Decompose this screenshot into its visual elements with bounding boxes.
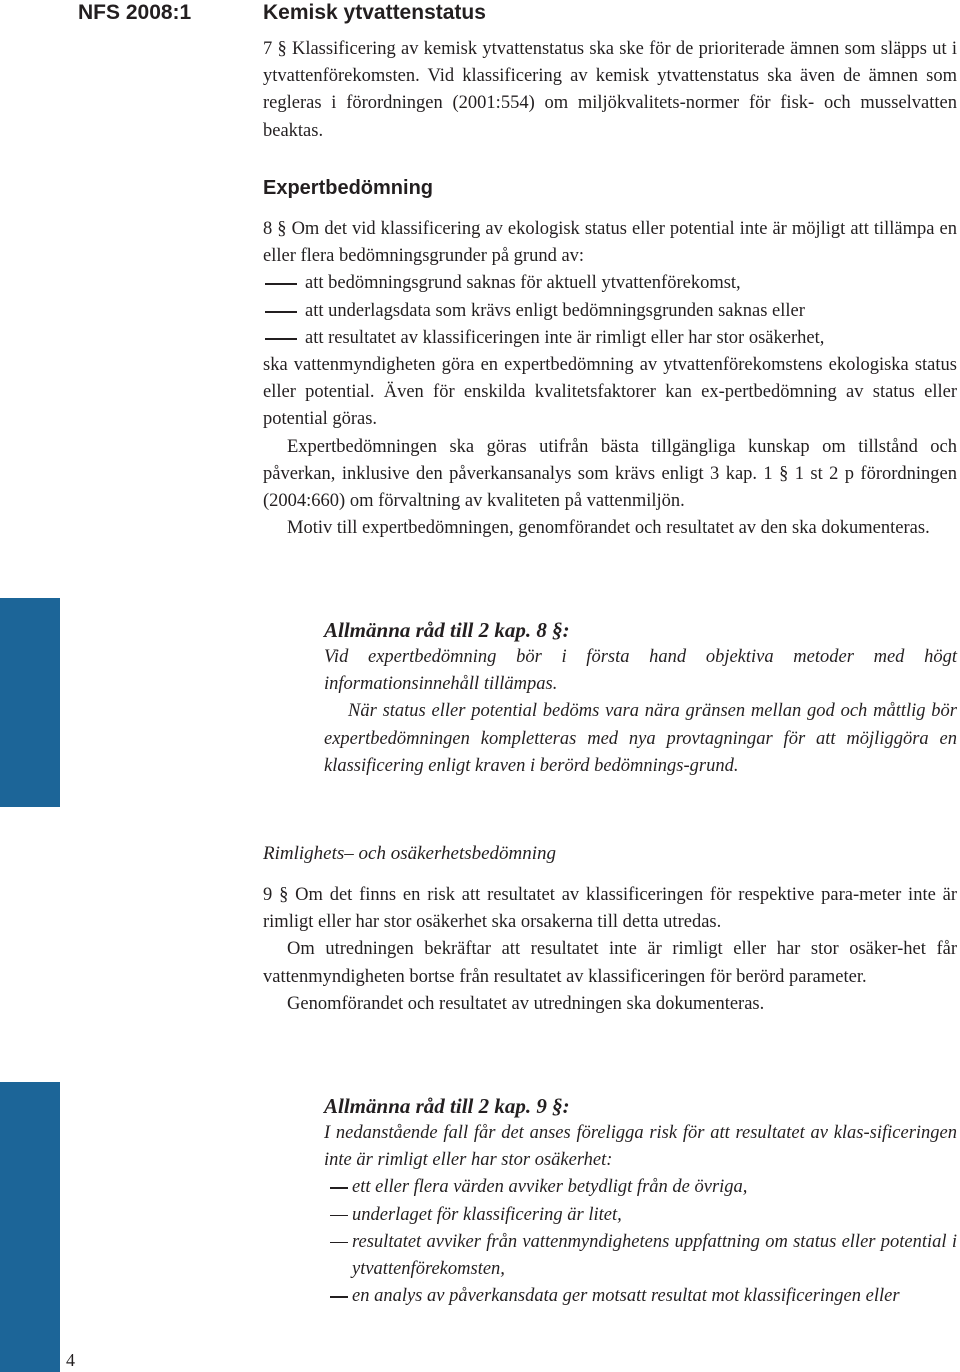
advice-8-box [324,616,957,780]
paragraph-8-body: ska vattenmyndigheten göra en expertbedömning av ytvattenförekomstens ekologiska status eller potential. Även för enskilda kvalitetsfaktorer kan ex-pertbedömning av status eller potential göras. [263,355,957,430]
paragraph-9-document: Genomförandet och resultatet av utredningen ska dokumenteras. [287,993,765,1014]
list-item: att resultatet av klassificeringen inte är rimligt eller har stor osäkerhet, [263,325,957,352]
list-item: resultatet avviker från vattenmyndighetens uppfattning om status eller potential i ytvattenförekomsten, [324,1229,957,1283]
paragraph-8-motive: Motiv till expertbedömningen, genomförandet och resultatet av den ska dokumenteras. [287,518,930,539]
list-item: att bedömningsgrund saknas för aktuell ytvattenförekomst, [263,270,957,297]
paragraph-8-intro: 8 § Om det vid klassificering av ekologisk status eller potential inte är möjligt att tillämpa en eller flera bedömningsgrunder på grund av: [263,219,957,267]
advice-8-para-1: Vid expertbedömning bör i första hand objektiva metoder med högt informationsinnehåll tillämpas. [324,647,957,695]
margin-bar [0,598,60,807]
list-item: ett eller flera värden avviker betydligt från de övriga, [324,1174,957,1201]
paragraph-8-basis: Expertbedömningen ska göras utifrån bästa tillgängliga kunskap om tillstånd och påverkan, inklusive den påverkansanalys som krävs enligt 3 kap. 1 § 1 st 2 p förordningen (2004:660) om förvaltning av kvaliteten på vattenmiljön. [263,436,957,512]
list-item: underlaget för klassificering är litet, [324,1202,957,1229]
rimlighet-section [263,882,957,1018]
expert-section [263,216,957,542]
page-number: 4 [66,1350,75,1370]
section-title: Kemisk ytvattenstatus [263,1,486,24]
paragraph-9: 9 § Om det finns en risk att resultatet av klassificeringen för respektive para-meter inte är rimligt eller har stor osäkerhet ska orsakerna till detta utredas. [263,885,957,933]
margin-bar [0,1082,60,1372]
document-id: NFS 2008:1 [78,1,192,24]
paragraph-9-confirm: Om utredningen bekräftar att resultatet inte är rimligt eller har stor osäker-het får vattenmyndigheten bortse från resultatet av klassificeringen för berörd parameter. [263,939,957,987]
rimlighet-heading: Rimlighets– och osäkerhetsbedömning [263,843,557,864]
list-item: att underlagsdata som krävs enligt bedömningsgrunden saknas eller [263,298,957,325]
paragraph-7: 7 § Klassificering av kemisk ytvattenstatus ska ske för de prioriterade ämnen som släpps ut i ytvattenförekomsten. Vid klassificering av kemisk ytvattenstatus ska även de ämnen som regleras i förordningen (2001:554) om miljökvalitets-normer för fisk- och musselvatten beaktas. [263,39,957,141]
list-item: en analys av påverkansdata ger motsatt resultat mot klassificeringen eller [324,1283,957,1310]
expert-heading: Expertbedömning [263,177,434,199]
advice-9-intro: I nedanstående fall får det anses föreligga risk för att resultatet av klas-sificeringen inte är rimligt eller har stor osäkerhet: [324,1123,957,1171]
advice-9-title: Allmänna råd till 2 kap. 9 §: [324,1094,570,1118]
advice-9-box [324,1092,957,1310]
advice-8-para-2: När status eller potential bedöms vara nära gränsen mellan god och måttlig bör expertbedömningen kompletteras med nya provtagningar för att möjliggöra en klassificering enligt kraven i berörd bedömnings-grund. [324,701,957,776]
advice-8-title: Allmänna råd till 2 kap. 8 §: [324,618,570,642]
